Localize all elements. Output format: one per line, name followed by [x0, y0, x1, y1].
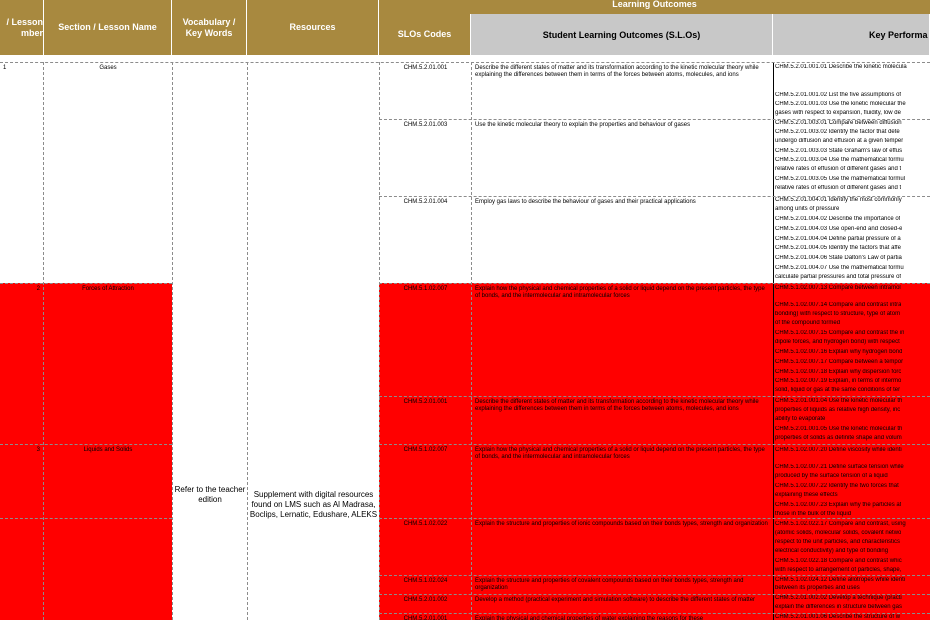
header-learning-outcomes: Learning Outcomes	[379, 0, 930, 14]
grid-line	[773, 62, 774, 620]
kpi-line: CHM.5.2.01.004.05 Identify the factors that affe	[775, 245, 901, 251]
slo-text: Describe the different states of matter and its transformation according to the kinetic molecular theory while explaining the differences between them in terms of the forces between atoms, molecules, and ions	[475, 65, 759, 79]
lesson-number: 1	[3, 65, 7, 71]
kpi-line: undergo diffusion and effusion at a given temper	[775, 138, 904, 144]
slo-code: CHM.5.2.01.001	[403, 65, 448, 71]
grid-line	[172, 62, 173, 620]
kpi-line: CHM.5.1.02.007.14 Compare and contrast intra	[775, 302, 902, 308]
kpi-line: CHM.5.1.02.007.23 Explain why the particles at	[775, 502, 902, 508]
slo-text: Develop a method (practical experiment and simulation software) to describe the different states of matter	[475, 597, 756, 603]
section-name: Liquids and Solids	[83, 447, 133, 453]
kpi-line: CHM.5.2.01.003.05 Use the mathematical formul	[775, 176, 906, 182]
kpi-line: properties of solids as definite shape and volum	[775, 435, 902, 441]
kpi-line: gases with respect to expansion, fluidity, low de	[775, 110, 901, 116]
header-kpi: Key Performa	[773, 14, 930, 55]
kpi-line: relative rates of effusion of different gases and t	[775, 166, 902, 172]
kpi-line: CHM.5.1.02.007.18 Explain why dispersion forc	[775, 369, 902, 375]
vocabulary-note: Refer to the teacher edition	[174, 485, 246, 504]
kpi-line: CHM.5.1.02.007.13 Compare between intramol	[775, 285, 901, 291]
kpi-line: CHM.5.1.02.007.15 Compare and contrast the in	[775, 330, 905, 336]
kpi-line: relative rates of effusion of different gases and t	[775, 185, 902, 191]
kpi-line: CHM.5.1.02.007.22 Identify the two forces that	[775, 483, 899, 489]
slo-text: Explain how the physical and chemical properties of a solid or liquid depend on the present particles, the type of bonds, and the intermolecular and intramolecular forces	[475, 447, 765, 461]
kpi-line: CHM.5.2.01.003.04 Use the mathematical formu	[775, 157, 904, 163]
slo-text: Use the kinetic molecular theory to explain the properties and behaviour of gases	[475, 122, 691, 128]
kpi-line: CHM.5.2.01.001.06 Describe the structure of w	[775, 614, 901, 620]
slo-code: CHM.5.1.02.007	[403, 447, 448, 453]
slo-code: CHM.5.1.02.007	[403, 286, 448, 292]
kpi-line: (atomic solids, molecular solids, covalent netwo	[775, 530, 902, 536]
resources-note: Supplement with digital resources found on LMS such as Al Madrasa, Boclips, Lernatic, Edushare, ALEKS	[249, 490, 378, 519]
slo-code: CHM.5.2.01.002	[403, 597, 448, 603]
kpi-line: between its properties and uses	[775, 585, 860, 591]
header-section-name: Section / Lesson Name	[44, 0, 172, 55]
kpi-line: respect to the unit particles, and characteristics	[775, 539, 901, 545]
header-lesson-number: / Lesson mber	[0, 0, 44, 55]
kpi-line: CHM.5.2.01.001.02 List the five assumptions of	[775, 92, 902, 98]
lesson-number: 3	[36, 447, 40, 453]
kpi-line: explaining these effects	[775, 492, 838, 498]
kpi-line: CHM.5.2.01.004.01 Identify the most commonly	[775, 197, 902, 203]
kpi-line: CHM.5.2.01.004.03 Use open-end and closed-e	[775, 226, 903, 232]
slo-text: Explain the physical and chemical properties of water explaining the reasons for these	[475, 616, 704, 620]
kpi-line: calculate partial pressures and total pressure of	[775, 274, 902, 280]
slo-code: CHM.5.2.01.004	[403, 199, 448, 205]
kpi-line: CHM.5.1.02.007.21 Define surface tension while	[775, 464, 904, 470]
kpi-line: CHM.5.2.01.001.05 Use the kinetic molecular th	[775, 426, 903, 432]
kpi-column	[775, 64, 930, 620]
kpi-line: CHM.5.1.02.007.16 Explain why hydrogen bond	[775, 349, 903, 355]
kpi-line: CHM.5.2.01.001.04 Use the kinetic molecular th	[775, 398, 903, 404]
kpi-line: electrical conductivity) and type of bonding	[775, 548, 889, 554]
kpi-line: CHM.5.2.01.003.03 State Graham's law of effus	[775, 148, 903, 154]
kpi-line: CHM.5.2.01.004.06 State Dalton's Law of partia	[775, 255, 902, 261]
slo-code: CHM.5.1.02.022	[403, 521, 448, 527]
kpi-line: those in the bulk of the liquid	[775, 511, 852, 517]
slo-code: CHM.5.2.01.001	[403, 616, 448, 620]
slo-code: CHM.5.2.01.003	[403, 122, 448, 128]
kpi-line: CHM.5.1.02.022.17 Compare and contrast, using	[775, 521, 906, 527]
kpi-line: bonding) with respect to structure, type of atom	[775, 311, 901, 317]
kpi-line: CHM.5.1.02.007.19 Explain, in terms of intermo	[775, 378, 902, 384]
kpi-line: properties of liquids as relative high density, inc	[775, 407, 901, 413]
kpi-line: CHM.5.2.01.004.04 Define partial pressure of a	[775, 236, 901, 242]
kpi-line: among units of pressure	[775, 206, 840, 212]
slo-text: Explain the structure and properties of covalent compounds based on their bonds types, strength and organization	[475, 578, 744, 592]
kpi-line: ability to evaporate	[775, 416, 826, 422]
header-vocabulary: Vocabulary / Key Words	[172, 0, 247, 55]
slo-code: CHM.5.2.01.001	[403, 399, 448, 405]
slo-text: Employ gas laws to describe the behaviour of gases and their practical applications	[475, 199, 696, 205]
kpi-line: CHM.5.2.01.001.01 Describe the kinetic molecula	[775, 64, 907, 70]
kpi-line: CHM.5.2.01.002.02 Develop a technique (practi	[775, 595, 902, 601]
header-slo-codes: SLOs Codes	[379, 14, 471, 55]
section-name: Gases	[99, 65, 117, 71]
slo-code: CHM.5.1.02.024	[403, 578, 448, 584]
kpi-line: solid, liquid or gas at the same conditions of ter	[775, 387, 901, 393]
kpi-line: produced by the surface tension of a liquid	[775, 473, 888, 479]
kpi-line: with respect to arrangement of particles, shape,	[775, 567, 902, 573]
kpi-line: CHM.5.1.02.007.20 Define viscosity while identi	[775, 447, 902, 453]
kpi-line: dipole forces, and hydrogen bond) with respect	[775, 339, 900, 345]
kpi-line: CHM.5.1.02.007.17 Compare between a tempor	[775, 359, 904, 365]
slo-text: Explain the structure and properties of ionic compounds based on their bonds types, strength and organization	[475, 521, 768, 527]
lesson-number: 2	[36, 286, 40, 292]
slo-text: Describe the different states of matter and its transformation according to the kinetic molecular theory while explaining the differences between them in terms of the forces between atoms, molecules, and ions	[475, 399, 759, 413]
kpi-line: CHM.5.2.01.004.02 Describe the importance of	[775, 216, 901, 222]
header-resources: Resources	[247, 0, 379, 55]
header-slo: Student Learning Outcomes (S.L.Os)	[471, 14, 773, 55]
section-name: Forces of Attraction	[82, 286, 134, 292]
kpi-line: of the compound formed	[775, 320, 841, 326]
kpi-line: CHM.5.2.01.001.03 Use the kinetic molecular the	[775, 101, 906, 107]
row-divider	[0, 518, 172, 519]
kpi-line: CHM.5.2.01.003.02 Identify the factor that dete	[775, 129, 900, 135]
kpi-line: CHM.5.2.01.004.07 Use the mathematical formu	[775, 265, 904, 271]
grid-line	[43, 62, 44, 620]
kpi-line: CHM.5.1.02.022.18 Compare and contrast whic	[775, 558, 902, 564]
kpi-line: CHM.5.1.02.024.12 Define allotropes while identi	[775, 577, 906, 583]
kpi-line: CHM.5.2.01.003.01 Compare between diffusion	[775, 120, 902, 126]
slo-text: Explain how the physical and chemical properties of a solid or liquid depend on the present particles, the type of bonds, and the intermolecular and intramolecular forces	[475, 286, 765, 300]
kpi-line: explain the differences in structure between gas	[775, 604, 902, 610]
